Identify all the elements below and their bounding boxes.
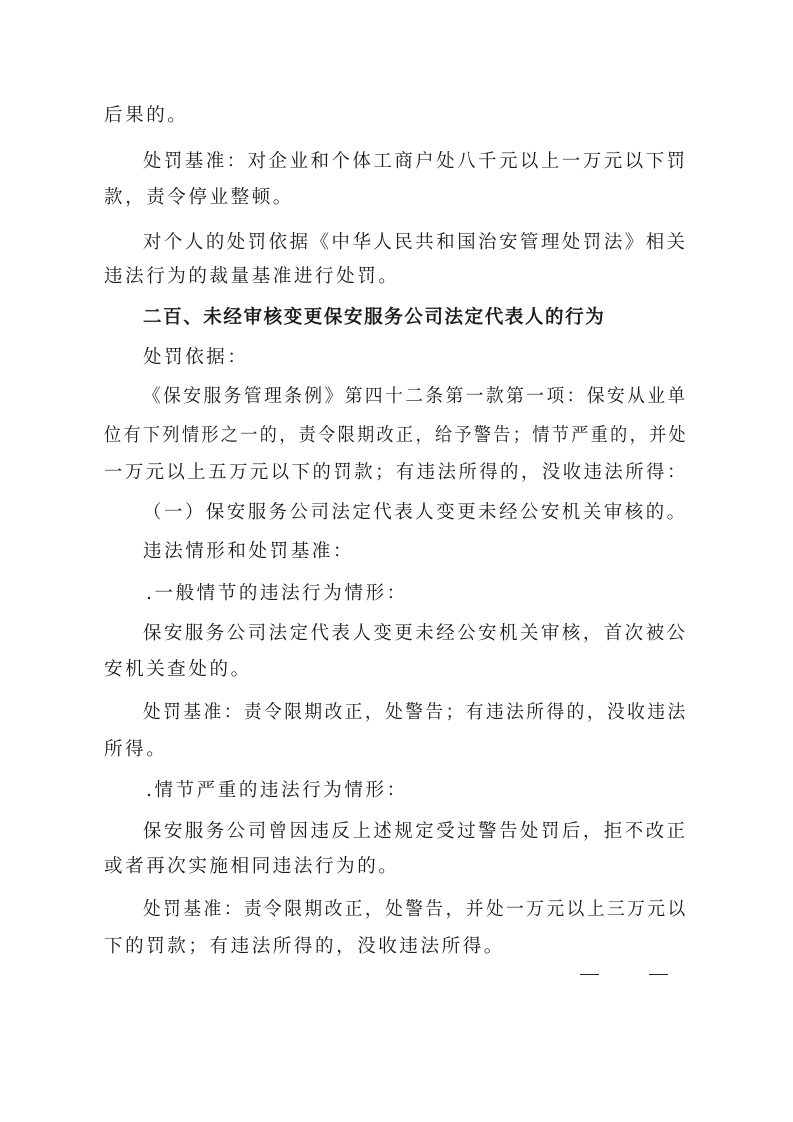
text-line: 对个人的处罚依据《中华人民共和国治安管理处罚法》相关 xyxy=(143,232,688,253)
text-line: 安机关查处的。 xyxy=(104,659,252,680)
section-heading: 二百、未经审核变更保安服务公司法定代表人的行为 xyxy=(143,307,606,328)
text-line: 后果的。 xyxy=(104,105,189,126)
text-line: 处罚依据： xyxy=(143,347,249,368)
text-line: 处罚基准：责令限期改正，处警告，并处一万元以上三万元以 xyxy=(143,899,688,920)
text-line: .一般情节的违法行为情形： xyxy=(146,583,408,604)
page-number-dash-left xyxy=(580,974,599,975)
text-line: 处罚基准：对企业和个体工商户处八千元以上一万元以下罚 xyxy=(143,151,688,172)
text-line: 违法行为的裁量基准进行处罚。 xyxy=(104,266,400,287)
text-line: 保安服务公司法定代表人变更未经公安机关审核，首次被公 xyxy=(143,623,688,644)
text-line: 违法情形和处罚基准： xyxy=(143,541,355,562)
text-line: 或者再次实施相同违法行为的。 xyxy=(104,856,400,877)
page-number-marker xyxy=(580,974,668,975)
page-number-dash-right xyxy=(649,974,668,975)
text-line: 保安服务公司曾因违反上述规定受过警告处罚后，拒不改正 xyxy=(143,821,688,842)
text-line: 《保安服务管理条例》第四十二条第一款第一项：保安从业单 xyxy=(143,386,688,407)
text-line: 款，责令停业整顿。 xyxy=(104,187,294,208)
text-line: .情节严重的违法行为情形： xyxy=(146,780,408,801)
text-line: 下的罚款；有违法所得的，没收违法所得。 xyxy=(104,936,505,957)
text-line: （一）保安服务公司法定代表人变更未经公安机关审核的。 xyxy=(143,502,688,523)
text-line: 位有下列情形之一的，责令限期改正，给予警告；情节严重的，并处 xyxy=(104,425,689,446)
text-line: 所得。 xyxy=(104,739,168,760)
text-line: 一万元以上五万元以下的罚款；有违法所得的，没收违法所得： xyxy=(104,462,688,483)
text-line: 处罚基准：责令限期改正，处警告；有违法所得的，没收违法 xyxy=(143,702,688,723)
